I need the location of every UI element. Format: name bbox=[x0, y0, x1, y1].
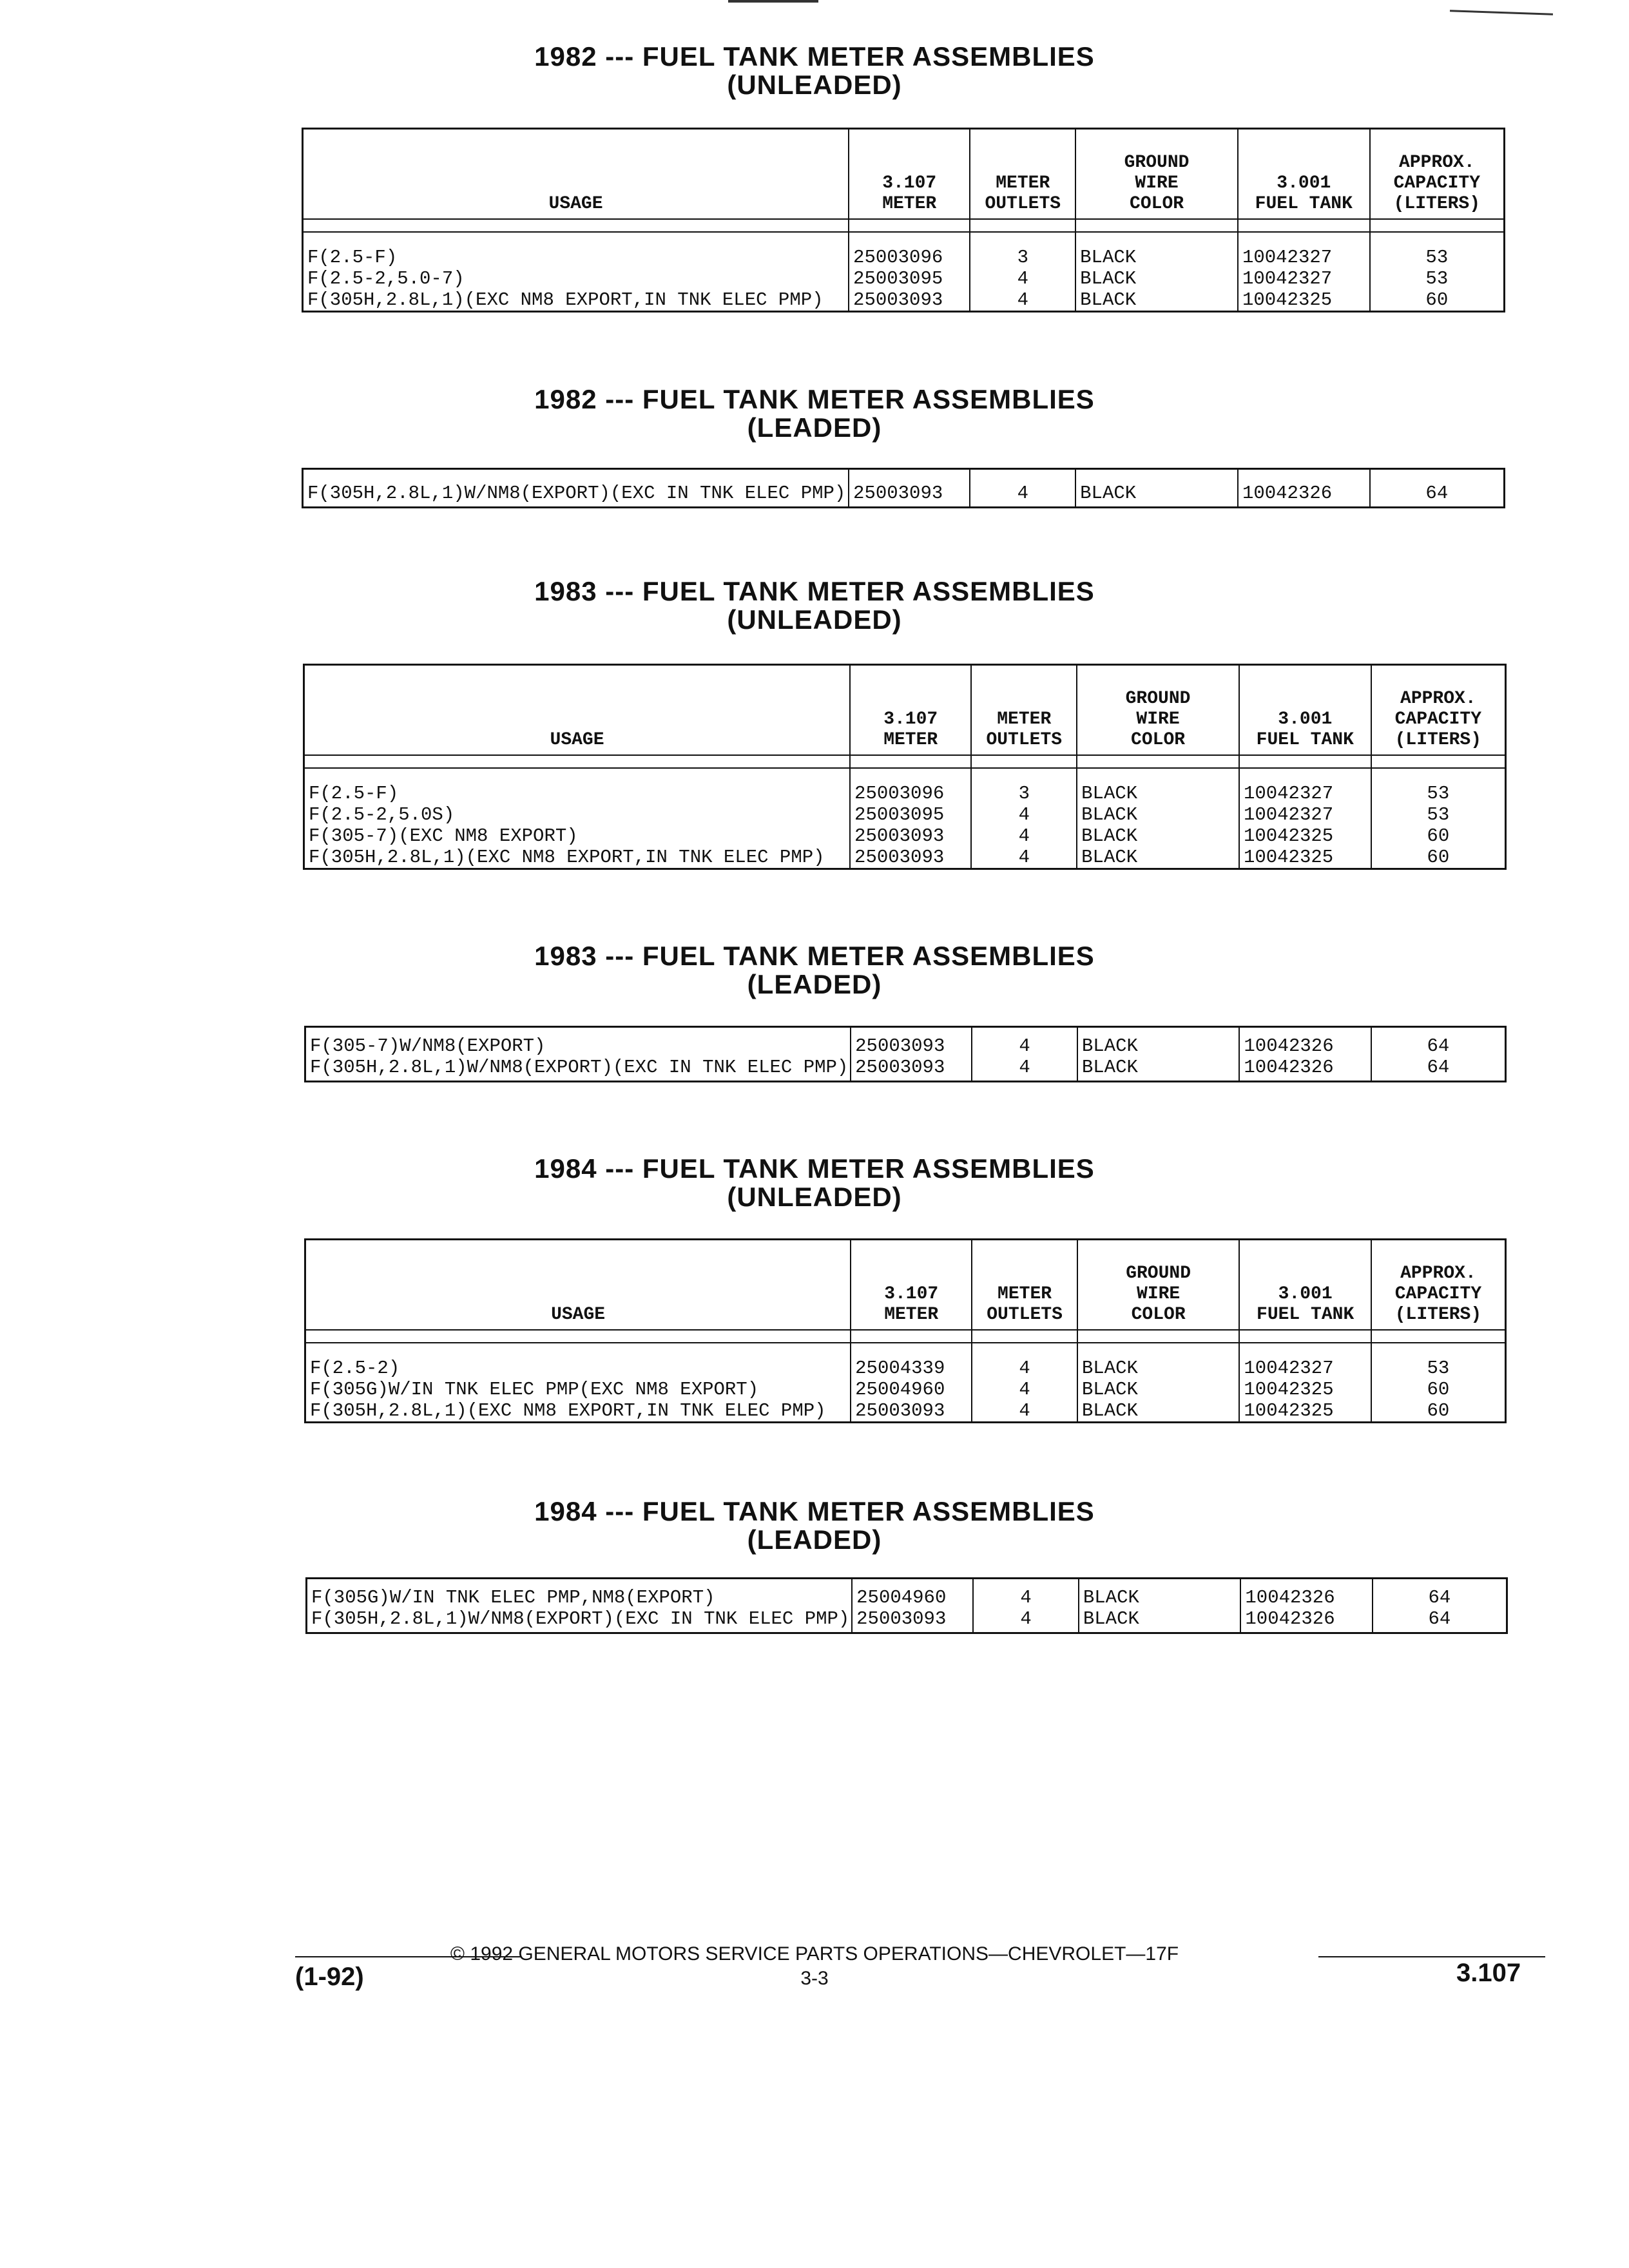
column-header-outlets: METER OUTLETS bbox=[971, 665, 1077, 756]
cell-wire: BLACK bbox=[1077, 847, 1239, 869]
assembly-table bbox=[304, 1238, 1507, 1423]
section-subtitle: (LEADED) bbox=[747, 412, 882, 443]
table-row bbox=[304, 825, 1506, 847]
cell-capacity: 64 bbox=[1371, 1027, 1506, 1057]
cell-outlets: 4 bbox=[971, 847, 1077, 869]
cell-meter: 25003096 bbox=[850, 768, 971, 804]
cell-wire: BLACK bbox=[1077, 1027, 1240, 1057]
cell-usage: F(305H,2.8L,1)W/NM8(EXPORT)(EXC IN TNK ELEC PMP) bbox=[307, 1608, 853, 1633]
cell-wire: BLACK bbox=[1077, 768, 1239, 804]
cell-tank: 10042325 bbox=[1239, 1400, 1371, 1423]
cell-meter: 25003093 bbox=[849, 469, 970, 508]
cell-tank: 10042327 bbox=[1238, 232, 1370, 268]
table-row bbox=[305, 1027, 1506, 1057]
cell-meter: 25004339 bbox=[851, 1343, 972, 1379]
header-divider bbox=[304, 755, 1506, 768]
cell-capacity: 53 bbox=[1371, 1343, 1506, 1379]
table-row bbox=[307, 1579, 1507, 1609]
table-row bbox=[303, 268, 1505, 289]
cell-usage: F(305-7)(EXC NM8 EXPORT) bbox=[304, 825, 851, 847]
column-header-capacity: APPROX. CAPACITY (LITERS) bbox=[1371, 1240, 1506, 1331]
section-subtitle: (LEADED) bbox=[747, 1524, 882, 1555]
cell-outlets: 4 bbox=[972, 1343, 1077, 1379]
section-title bbox=[0, 43, 1629, 99]
cell-tank: 10042325 bbox=[1239, 1379, 1371, 1400]
scan-mark bbox=[1450, 10, 1553, 15]
header-divider bbox=[303, 219, 1505, 232]
cell-tank: 10042326 bbox=[1239, 1027, 1371, 1057]
cell-meter: 25003095 bbox=[849, 268, 970, 289]
assembly-table bbox=[304, 1026, 1507, 1082]
header-row bbox=[303, 129, 1505, 220]
cell-outlets: 4 bbox=[972, 1027, 1077, 1057]
cell-tank: 10042325 bbox=[1239, 825, 1371, 847]
cell-capacity: 64 bbox=[1371, 1057, 1506, 1082]
table-row bbox=[304, 804, 1506, 825]
cell-meter: 25003093 bbox=[851, 1400, 972, 1423]
cell-meter: 25004960 bbox=[851, 1379, 972, 1400]
column-header-outlets: METER OUTLETS bbox=[970, 129, 1075, 220]
assembly-table bbox=[305, 1577, 1508, 1634]
cell-usage: F(2.5-2,5.0S) bbox=[304, 804, 851, 825]
cell-outlets: 3 bbox=[970, 232, 1075, 268]
section-title-text: 1983 --- FUEL TANK METER ASSEMBLIES bbox=[534, 576, 1095, 606]
cell-capacity: 53 bbox=[1370, 232, 1505, 268]
cell-usage: F(305G)W/IN TNK ELEC PMP(EXC NM8 EXPORT) bbox=[305, 1379, 851, 1400]
footer-date: (1-92) bbox=[295, 1963, 364, 1991]
footer-group-number: 3.107 bbox=[1456, 1959, 1521, 1987]
column-header-meter: 3.107 METER bbox=[851, 1240, 972, 1331]
cell-capacity: 64 bbox=[1373, 1608, 1507, 1633]
cell-capacity: 53 bbox=[1370, 268, 1505, 289]
cell-usage: F(305G)W/IN TNK ELEC PMP,NM8(EXPORT) bbox=[307, 1579, 853, 1609]
section-title-text: 1982 --- FUEL TANK METER ASSEMBLIES bbox=[534, 384, 1095, 414]
column-header-tank: 3.001 FUEL TANK bbox=[1239, 1240, 1371, 1331]
column-header-usage: USAGE bbox=[305, 1240, 851, 1331]
cell-usage: F(305-7)W/NM8(EXPORT) bbox=[305, 1027, 851, 1057]
cell-wire: BLACK bbox=[1075, 289, 1238, 312]
section-subtitle: (UNLEADED) bbox=[727, 1182, 902, 1212]
table-row bbox=[305, 1379, 1506, 1400]
section-title-text: 1984 --- FUEL TANK METER ASSEMBLIES bbox=[534, 1496, 1095, 1526]
cell-outlets: 4 bbox=[972, 1057, 1077, 1082]
cell-meter: 25003093 bbox=[850, 825, 971, 847]
cell-outlets: 4 bbox=[972, 1400, 1077, 1423]
cell-usage: F(305H,2.8L,1)W/NM8(EXPORT)(EXC IN TNK ELEC PMP) bbox=[303, 469, 849, 508]
cell-wire: BLACK bbox=[1075, 469, 1238, 508]
section-subtitle: (UNLEADED) bbox=[727, 604, 902, 635]
cell-outlets: 4 bbox=[971, 825, 1077, 847]
column-header-capacity: APPROX. CAPACITY (LITERS) bbox=[1371, 665, 1506, 756]
cell-capacity: 60 bbox=[1371, 847, 1506, 869]
table-row bbox=[303, 469, 1505, 508]
header-divider bbox=[305, 1330, 1506, 1343]
cell-outlets: 4 bbox=[970, 469, 1075, 508]
column-header-wire: GROUND WIRE COLOR bbox=[1077, 665, 1239, 756]
cell-meter: 25004960 bbox=[852, 1579, 973, 1609]
cell-meter: 25003093 bbox=[852, 1608, 973, 1633]
cell-meter: 25003095 bbox=[850, 804, 971, 825]
cell-wire: BLACK bbox=[1077, 1379, 1240, 1400]
cell-capacity: 64 bbox=[1370, 469, 1505, 508]
header-row bbox=[304, 665, 1506, 756]
section-subtitle: (UNLEADED) bbox=[727, 70, 902, 100]
cell-usage: F(305H,2.8L,1)(EXC NM8 EXPORT,IN TNK ELEC PMP) bbox=[303, 289, 849, 312]
cell-outlets: 4 bbox=[973, 1579, 1079, 1609]
cell-outlets: 3 bbox=[971, 768, 1077, 804]
table-row bbox=[307, 1608, 1507, 1633]
cell-usage: F(2.5-2) bbox=[305, 1343, 851, 1379]
table-row bbox=[305, 1057, 1506, 1082]
column-header-meter: 3.107 METER bbox=[849, 129, 970, 220]
column-header-usage: USAGE bbox=[303, 129, 849, 220]
cell-outlets: 4 bbox=[970, 268, 1075, 289]
section-title bbox=[0, 577, 1629, 634]
column-header-tank: 3.001 FUEL TANK bbox=[1238, 129, 1370, 220]
header-row bbox=[305, 1240, 1506, 1331]
cell-capacity: 53 bbox=[1371, 804, 1506, 825]
column-header-meter: 3.107 METER bbox=[850, 665, 971, 756]
cell-tank: 10042325 bbox=[1239, 847, 1371, 869]
column-header-wire: GROUND WIRE COLOR bbox=[1075, 129, 1238, 220]
cell-outlets: 4 bbox=[973, 1608, 1079, 1633]
section-title-text: 1984 --- FUEL TANK METER ASSEMBLIES bbox=[534, 1153, 1095, 1184]
cell-wire: BLACK bbox=[1079, 1579, 1241, 1609]
assembly-table bbox=[303, 664, 1507, 870]
section-title bbox=[0, 1497, 1629, 1554]
cell-tank: 10042327 bbox=[1239, 804, 1371, 825]
cell-tank: 10042326 bbox=[1240, 1608, 1373, 1633]
cell-wire: BLACK bbox=[1075, 268, 1238, 289]
cell-wire: BLACK bbox=[1077, 804, 1239, 825]
cell-usage: F(2.5-F) bbox=[304, 768, 851, 804]
cell-wire: BLACK bbox=[1077, 1343, 1240, 1379]
cell-outlets: 4 bbox=[970, 289, 1075, 312]
cell-tank: 10042326 bbox=[1240, 1579, 1373, 1609]
column-header-wire: GROUND WIRE COLOR bbox=[1077, 1240, 1240, 1331]
table-row bbox=[305, 1400, 1506, 1423]
cell-tank: 10042326 bbox=[1239, 1057, 1371, 1082]
cell-tank: 10042327 bbox=[1238, 268, 1370, 289]
cell-usage: F(2.5-F) bbox=[303, 232, 849, 268]
section-subtitle: (LEADED) bbox=[747, 969, 882, 999]
section-title-text: 1982 --- FUEL TANK METER ASSEMBLIES bbox=[534, 41, 1095, 72]
footer-copyright: © 1992 GENERAL MOTORS SERVICE PARTS OPERATIONS—CHEVROLET—17F bbox=[450, 1943, 1179, 1965]
cell-usage: F(2.5-2,5.0-7) bbox=[303, 268, 849, 289]
section-title-text: 1983 --- FUEL TANK METER ASSEMBLIES bbox=[534, 941, 1095, 971]
table-row bbox=[305, 1343, 1506, 1379]
cell-usage: F(305H,2.8L,1)(EXC NM8 EXPORT,IN TNK ELEC PMP) bbox=[304, 847, 851, 869]
column-header-outlets: METER OUTLETS bbox=[972, 1240, 1077, 1331]
cell-meter: 25003093 bbox=[851, 1027, 972, 1057]
cell-tank: 10042327 bbox=[1239, 1343, 1371, 1379]
table-row bbox=[304, 847, 1506, 869]
cell-capacity: 53 bbox=[1371, 768, 1506, 804]
cell-capacity: 60 bbox=[1371, 825, 1506, 847]
table-row bbox=[303, 289, 1505, 312]
cell-meter: 25003096 bbox=[849, 232, 970, 268]
cell-usage: F(305H,2.8L,1)W/NM8(EXPORT)(EXC IN TNK ELEC PMP) bbox=[305, 1057, 851, 1082]
column-header-tank: 3.001 FUEL TANK bbox=[1239, 665, 1371, 756]
cell-wire: BLACK bbox=[1079, 1608, 1241, 1633]
cell-meter: 25003093 bbox=[849, 289, 970, 312]
cell-wire: BLACK bbox=[1077, 1400, 1240, 1423]
cell-capacity: 60 bbox=[1371, 1379, 1506, 1400]
cell-wire: BLACK bbox=[1075, 232, 1238, 268]
cell-meter: 25003093 bbox=[850, 847, 971, 869]
column-header-usage: USAGE bbox=[304, 665, 851, 756]
table-row bbox=[304, 768, 1506, 804]
cell-capacity: 64 bbox=[1373, 1579, 1507, 1609]
scan-mark bbox=[728, 0, 818, 3]
cell-tank: 10042327 bbox=[1239, 768, 1371, 804]
section-title bbox=[0, 385, 1629, 442]
footer-page-number: 3-3 bbox=[800, 1968, 829, 1989]
table-row bbox=[303, 232, 1505, 268]
cell-meter: 25003093 bbox=[851, 1057, 972, 1082]
cell-tank: 10042326 bbox=[1238, 469, 1370, 508]
column-header-capacity: APPROX. CAPACITY (LITERS) bbox=[1370, 129, 1505, 220]
section-title bbox=[0, 942, 1629, 999]
cell-wire: BLACK bbox=[1077, 1057, 1240, 1082]
assembly-table bbox=[302, 128, 1505, 312]
cell-usage: F(305H,2.8L,1)(EXC NM8 EXPORT,IN TNK ELEC PMP) bbox=[305, 1400, 851, 1423]
cell-outlets: 4 bbox=[972, 1379, 1077, 1400]
assembly-table bbox=[302, 468, 1505, 508]
section-title bbox=[0, 1155, 1629, 1211]
cell-wire: BLACK bbox=[1077, 825, 1239, 847]
cell-capacity: 60 bbox=[1371, 1400, 1506, 1423]
cell-tank: 10042325 bbox=[1238, 289, 1370, 312]
cell-outlets: 4 bbox=[971, 804, 1077, 825]
cell-capacity: 60 bbox=[1370, 289, 1505, 312]
